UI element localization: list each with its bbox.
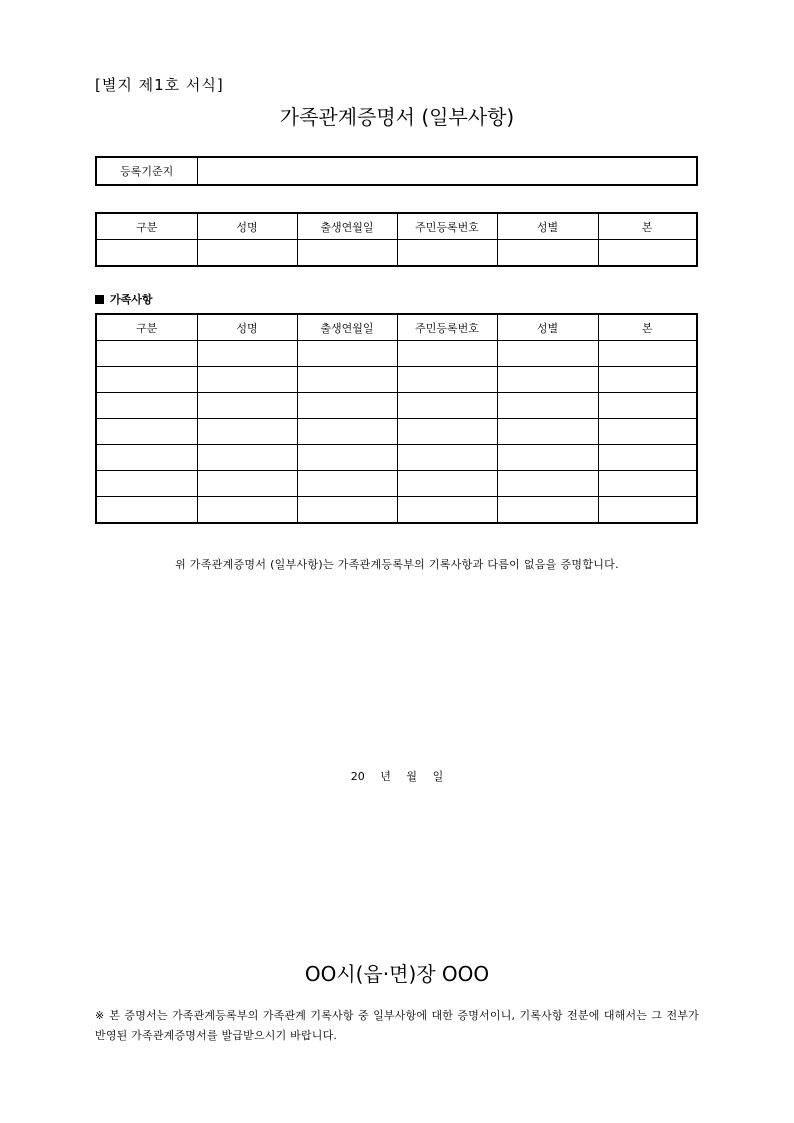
table-row (96, 445, 697, 471)
issue-date (0, 768, 794, 784)
table-cell (497, 341, 598, 367)
table-row (96, 341, 697, 367)
table-row (96, 157, 697, 185)
table-cell (497, 240, 598, 267)
table-cell (397, 240, 497, 267)
table-header-row (96, 213, 697, 240)
table-cell (598, 341, 697, 367)
table-cell (96, 393, 197, 419)
column-header: 출생연월일 (297, 314, 397, 341)
table-cell (197, 393, 297, 419)
table-row (96, 497, 697, 524)
table-cell (397, 445, 497, 471)
table-cell (397, 393, 497, 419)
table-row (96, 393, 697, 419)
table-cell (598, 367, 697, 393)
table-cell (96, 445, 197, 471)
table-cell (297, 393, 397, 419)
table-cell (297, 367, 397, 393)
table-cell (497, 445, 598, 471)
table-cell (96, 497, 197, 524)
footnote: ※ 본 증명서는 가족관계등록부의 가족관계 기록사항 중 일부사항에 대한 증명서이니, 기록사항 전분에 대해서는 그 전부가 반영된 가족관계증명서를 발급받으시기 바랍니다. (95, 1009, 699, 1042)
year-prefix: 20 (350, 770, 365, 783)
table-cell (497, 471, 598, 497)
table-cell (197, 367, 297, 393)
column-header: 본 (598, 314, 697, 341)
family-section-heading (95, 291, 153, 307)
table-cell (96, 471, 197, 497)
table-row (96, 240, 697, 267)
table-cell (197, 471, 297, 497)
table-cell (497, 419, 598, 445)
table-cell (297, 419, 397, 445)
table-header-row (96, 314, 697, 341)
column-header: 주민등록번호 (397, 314, 497, 341)
person-table (95, 212, 698, 267)
table-row (96, 471, 697, 497)
column-header: 구분 (96, 314, 197, 341)
month-label: 월 (406, 770, 418, 783)
table-cell (497, 393, 598, 419)
table-cell (297, 497, 397, 524)
family-table (95, 313, 698, 524)
table-cell (397, 471, 497, 497)
document-title: 가족관계증명서 (일부사항) (279, 105, 515, 129)
table-cell (598, 240, 697, 267)
table-cell (297, 445, 397, 471)
table-cell (297, 341, 397, 367)
table-cell (397, 367, 497, 393)
day-label: 일 (432, 770, 444, 783)
table-cell (598, 393, 697, 419)
table-cell (197, 419, 297, 445)
table-cell (397, 341, 497, 367)
column-header: 구분 (96, 213, 197, 240)
table-cell (397, 419, 497, 445)
table-cell (598, 445, 697, 471)
year-label: 년 (380, 770, 391, 783)
column-header: 성별 (497, 213, 598, 240)
table-cell (598, 471, 697, 497)
column-header: 출생연월일 (297, 213, 397, 240)
registration-table (95, 156, 698, 186)
table-row (96, 367, 697, 393)
table-cell (598, 419, 697, 445)
form-number-label: [별지 제1호 서식] (95, 76, 224, 94)
column-header: 성별 (497, 314, 598, 341)
table-cell (197, 445, 297, 471)
column-header: 성명 (197, 314, 297, 341)
column-header: 주민등록번호 (397, 213, 497, 240)
square-bullet-icon (95, 295, 104, 304)
certification-statement: 위 가족관계증명서 (일부사항)는 가족관계등록부의 기록사항과 다름이 없음을 증명합니다. (175, 558, 619, 571)
family-section-label: 가족사항 (110, 293, 153, 306)
registration-value (197, 157, 697, 185)
issuer-name: OO시(읍·면)장 OOO (304, 962, 490, 986)
table-cell (497, 367, 598, 393)
table-cell (598, 497, 697, 524)
table-cell (397, 497, 497, 524)
table-cell (297, 471, 397, 497)
column-header: 성명 (197, 213, 297, 240)
table-cell (96, 341, 197, 367)
table-cell (197, 341, 297, 367)
table-cell (96, 419, 197, 445)
table-cell (96, 367, 197, 393)
column-header: 본 (598, 213, 697, 240)
table-cell (297, 240, 397, 267)
table-row (96, 419, 697, 445)
table-cell (96, 240, 197, 267)
registration-label: 등록기준지 (96, 157, 197, 185)
table-cell (497, 497, 598, 524)
table-cell (197, 240, 297, 267)
table-cell (197, 497, 297, 524)
